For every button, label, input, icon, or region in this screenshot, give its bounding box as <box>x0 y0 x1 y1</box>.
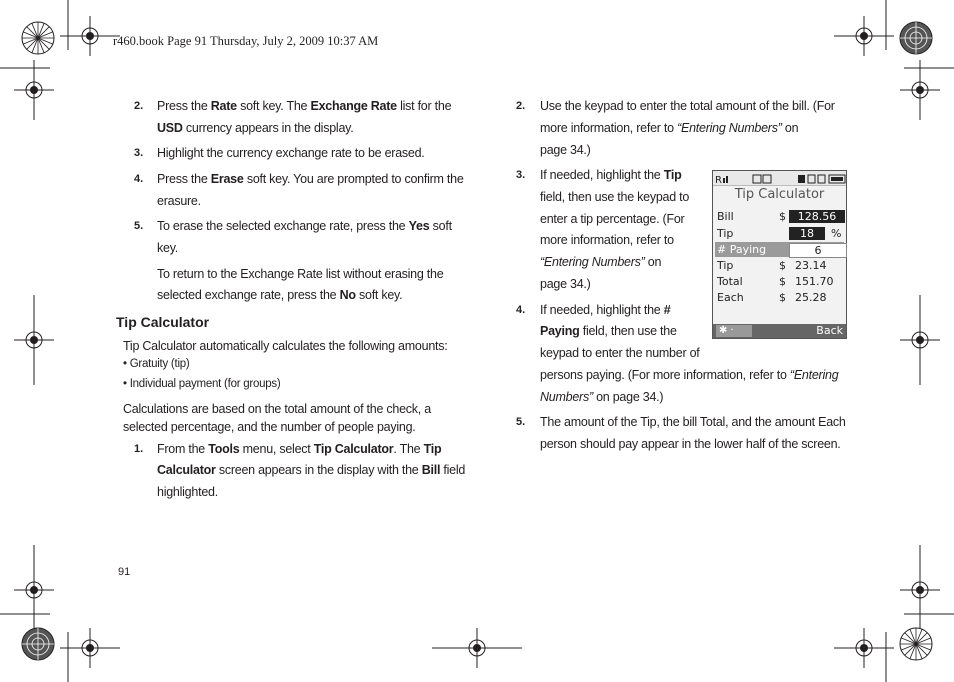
currency-symbol: $ <box>779 275 786 288</box>
intro-text: Tip Calculator automatically calculates the following amounts: <box>123 339 448 353</box>
step-text-line: Press the Rate soft key. The Exchange Rate list for the <box>157 99 452 113</box>
cross-reference: “Entering Numbers” <box>540 255 645 269</box>
step-text-line: Highlight the currency exchange rate to be erased. <box>157 146 425 160</box>
step-text-line: field, then use the keypad to <box>540 190 690 204</box>
step-text-line: more information, refer to “Entering Numbers” on <box>540 121 799 135</box>
step-text-line: keypad to enter the number of <box>540 346 700 360</box>
step-text-line: page 34.) <box>540 277 591 291</box>
field-value-input[interactable]: 6 <box>789 243 847 258</box>
step-text-line: Press the Erase soft key. You are prompted to confirm the <box>157 172 464 186</box>
status-icons <box>713 172 848 186</box>
crosshair-mark-bottom-center <box>432 628 522 668</box>
crosshair-mark-top-left <box>60 16 120 56</box>
step-number: 2. <box>134 100 144 112</box>
field-label: Tip <box>717 227 734 240</box>
step-text-line: more information, refer to <box>540 233 674 247</box>
phone-softkey-back[interactable]: Back <box>816 324 843 337</box>
phone-status-bar <box>713 171 846 186</box>
currency-symbol: $ <box>779 210 786 223</box>
bold-term: Paying <box>540 324 580 338</box>
bold-term: Erase <box>210 172 244 186</box>
phone-field-row[interactable] <box>715 258 844 273</box>
step-text-line: To erase the selected exchange rate, press the Yes soft <box>157 219 452 233</box>
svg-text:R: R <box>715 175 722 186</box>
phone-field-row[interactable] <box>715 290 844 305</box>
return-note-line: To return to the Exchange Rate list without erasing the <box>157 267 444 281</box>
step-number: 5. <box>134 220 144 232</box>
bold-term: Rate <box>210 99 237 113</box>
crosshair-mark-right-middle <box>900 295 940 385</box>
calc-para-line: selected percentage, and the number of people paying. <box>123 420 416 434</box>
field-label: Bill <box>717 210 734 223</box>
step-text-line: The amount of the Tip, the bill Total, and the amount Each <box>540 415 846 429</box>
cross-reference: Numbers” <box>540 390 593 404</box>
bold-term: No <box>339 288 356 302</box>
step-number: 4. <box>516 304 526 316</box>
bold-term: Bill <box>421 463 441 477</box>
step-text-line: “Entering Numbers” on <box>540 255 662 269</box>
field-value-input[interactable]: 128.56 <box>789 210 845 223</box>
step-text-line: If needed, highlight the # <box>540 303 671 317</box>
phone-field-row[interactable] <box>715 242 844 257</box>
crosshair-mark-left-lower <box>14 545 54 635</box>
computed-value: 25.28 <box>795 291 827 304</box>
step-number: 3. <box>134 147 144 159</box>
step-text-line: page 34.) <box>540 143 591 157</box>
step-text-line: Use the keypad to enter the total amount of the bill. (For <box>540 99 835 113</box>
step-text-line: enter a tip percentage. (For <box>540 212 685 226</box>
radial-target-bottom-right <box>898 626 934 662</box>
crosshair-mark-top-right <box>834 16 894 56</box>
phone-softkey-left[interactable]: ✱ · <box>716 325 752 337</box>
step-text-line: From the Tools menu, select Tip Calculator. The Tip <box>157 442 442 456</box>
crosshair-mark-left-middle <box>14 295 54 385</box>
step-text-line: USD currency appears in the display. <box>157 121 354 135</box>
field-label: Tip <box>717 259 734 272</box>
page-number: 91 <box>118 566 131 578</box>
step-number: 1. <box>134 443 144 455</box>
radial-target-bottom-left <box>20 626 56 662</box>
field-value-input[interactable]: 18 <box>789 227 825 240</box>
bold-term: Exchange Rate <box>310 99 397 113</box>
bullet-item: • Individual payment (for groups) <box>123 378 281 390</box>
step-number: 2. <box>516 100 526 112</box>
field-label: # Paying <box>717 243 767 256</box>
phone-title: Tip Calculator <box>734 187 825 202</box>
phone-softkey-bar <box>713 324 846 338</box>
currency-symbol: $ <box>779 259 786 272</box>
bold-term: USD <box>157 121 183 135</box>
phone-field-row[interactable] <box>715 209 844 224</box>
field-label: Each <box>717 291 744 304</box>
crosshair-mark-left-upper <box>14 60 54 120</box>
step-text-line: If needed, highlight the Tip <box>540 168 682 182</box>
currency-symbol: $ <box>779 291 786 304</box>
computed-value: 151.70 <box>795 275 834 288</box>
bold-term: Tip Calculator <box>313 442 394 456</box>
unit-label: % <box>831 227 842 240</box>
cross-reference: “Entering <box>789 368 839 382</box>
calc-para-line: Calculations are based on the total amount of the check, a <box>123 402 431 416</box>
phone-field-row[interactable] <box>715 274 844 289</box>
bold-term: Tip <box>663 168 682 182</box>
step-number: 5. <box>516 416 526 428</box>
step-text-line: Numbers” on page 34.) <box>540 390 664 404</box>
bold-term: Tools <box>208 442 240 456</box>
phone-field-row[interactable] <box>715 226 844 241</box>
bold-term: Yes <box>408 219 430 233</box>
field-label: Total <box>717 275 743 288</box>
return-note-line: selected exchange rate, press the No soft key. <box>157 288 403 302</box>
radial-target-top-left <box>20 20 56 56</box>
computed-value: 23.14 <box>795 259 827 272</box>
crosshair-mark-bottom-left <box>60 628 120 668</box>
radial-target-top-right <box>898 20 934 56</box>
bullet-item: • Gratuity (tip) <box>123 358 190 370</box>
crosshair-mark-right-lower <box>900 545 940 635</box>
bold-term: Tip <box>423 442 442 456</box>
step-text-line: highlighted. <box>157 485 218 499</box>
step-text-line: erasure. <box>157 194 201 208</box>
step-text-line: persons paying. (For more information, refer to “Entering <box>540 368 839 382</box>
step-number: 3. <box>516 169 526 181</box>
step-text-line: Calculator screen appears in the display with the Bill field <box>157 463 466 477</box>
crosshair-mark-bottom-right <box>834 628 894 668</box>
page-header: r460.book Page 91 Thursday, July 2, 2009 10:37 AM <box>113 34 379 48</box>
step-text-line: key. <box>157 241 178 255</box>
section-heading: Tip Calculator <box>116 314 210 330</box>
step-text-line: Paying field, then use the <box>540 324 677 338</box>
crosshair-mark-right-upper <box>900 60 940 120</box>
bold-term: Calculator <box>157 463 216 477</box>
phone-screen-figure <box>712 170 847 339</box>
step-number: 4. <box>134 173 144 185</box>
bold-term: # <box>663 303 671 317</box>
cross-reference: “Entering Numbers” <box>677 121 782 135</box>
step-text-line: person should pay appear in the lower half of the screen. <box>540 437 841 451</box>
